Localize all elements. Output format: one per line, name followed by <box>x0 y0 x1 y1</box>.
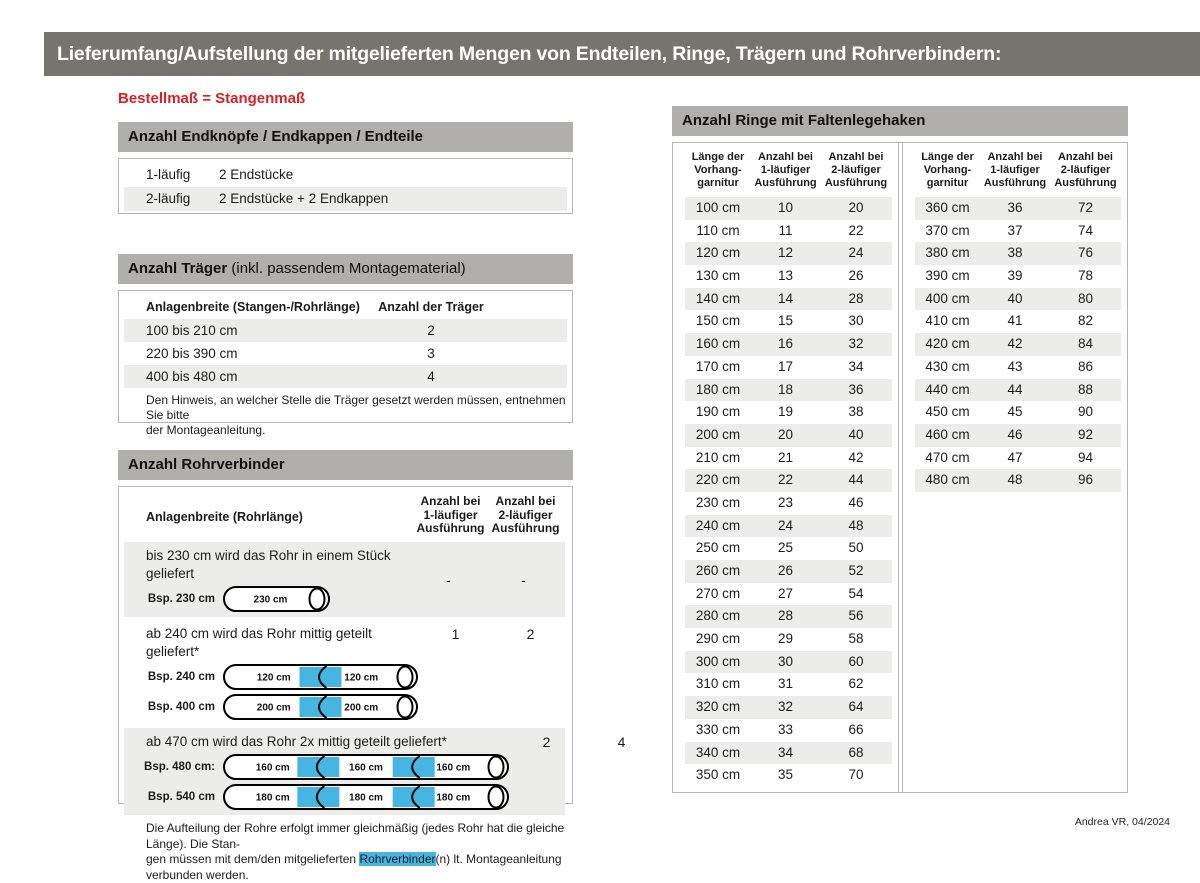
ring-table-cell: 120 cm <box>695 245 741 261</box>
ring-table-cell: 35 <box>777 767 794 783</box>
rod-example-label: Bsp. 240 cm <box>147 671 215 683</box>
table-cell: 2 Endstücke <box>219 167 294 182</box>
ring-table-cell: 100 cm <box>695 200 741 215</box>
ring-table-cell: 34 <box>848 358 864 374</box>
ring-table-row <box>685 560 892 583</box>
column-header: Anzahl der Träger <box>378 300 484 314</box>
highlighted-term: Rohrverbinder <box>359 852 436 866</box>
section-header-ringe-label: Anzahl Ringe mit Faltenlegehaken <box>682 112 926 129</box>
rod-diagram <box>223 585 330 613</box>
ring-table-cell: 360 cm <box>925 200 970 215</box>
ring-table-row <box>915 379 1122 402</box>
rohrverbinder-group <box>124 542 565 617</box>
rod-example-label: Bsp. 540 cm <box>147 791 215 803</box>
group-count-value: - <box>521 572 526 588</box>
ring-table-row <box>685 628 892 651</box>
ring-table-row <box>685 288 892 311</box>
tube-end-cap <box>489 787 504 808</box>
ring-table-cell: 280 cm <box>695 608 741 624</box>
ring-column-header: Anzahl bei 1-läufiger Ausführung <box>754 151 817 189</box>
ring-table-cell: 68 <box>848 744 864 760</box>
ring-table-row <box>685 492 892 515</box>
ring-table-cell: 11 <box>778 222 793 238</box>
ring-table-cell: 350 cm <box>695 767 741 783</box>
rohrverbinder-connector <box>393 757 435 777</box>
section-header-endteile <box>118 122 573 152</box>
column-header: Anlagenbreite (Stangen-/Rohrlänge) <box>146 300 360 314</box>
ring-table-cell: 12 <box>777 245 794 261</box>
ring-table-row <box>685 356 892 379</box>
ring-table-cell: 240 cm <box>695 517 741 533</box>
ring-table-cell: 47 <box>1007 449 1023 465</box>
ring-table-cell: 40 <box>1007 290 1023 306</box>
rod-diagram <box>223 783 509 811</box>
ring-table-cell: 14 <box>777 290 794 306</box>
rohrverbinder-connector <box>393 787 435 807</box>
ring-table-cell: 440 cm <box>925 381 970 397</box>
ring-table-cell: 80 <box>1077 290 1094 306</box>
ring-table-cell: 94 <box>1077 449 1094 465</box>
ring-table-cell: 26 <box>777 563 794 578</box>
segment-length-label: 160 cm <box>349 762 383 774</box>
rod-row <box>119 693 418 721</box>
ring-table-cell: 290 cm <box>695 631 741 647</box>
ring-table-cell: 40 <box>848 426 864 442</box>
ring-table-row <box>915 356 1122 379</box>
ring-table-body <box>673 197 898 787</box>
ring-table-cell: 66 <box>848 721 864 737</box>
ring-table-body <box>903 197 1128 492</box>
ring-table-row <box>685 719 892 742</box>
ring-table-cell: 36 <box>848 381 864 397</box>
ring-table-cell: 86 <box>1077 358 1094 374</box>
ring-table-row <box>685 537 892 560</box>
ring-table-cell: 480 cm <box>925 472 970 488</box>
tube-end-cap <box>398 667 413 688</box>
ring-table-row <box>915 288 1122 311</box>
ring-table-cell: 96 <box>1077 472 1094 488</box>
ring-table-cell: 26 <box>848 268 864 284</box>
ring-table-cell: 430 cm <box>925 358 970 374</box>
segment-length-label: 180 cm <box>255 792 290 804</box>
ring-table-cell: 220 cm <box>695 472 741 488</box>
table-row <box>124 163 567 187</box>
segment-length-label: 200 cm <box>256 702 291 714</box>
ring-table-cell: 390 cm <box>925 268 970 284</box>
ring-column-header: Anzahl bei 1-läufiger Ausführung <box>983 151 1047 189</box>
rohrverbinder-group <box>119 620 572 725</box>
group-count-value: 2 <box>526 626 535 642</box>
segment-length-label: 180 cm <box>349 792 383 804</box>
traeger-note <box>119 393 572 438</box>
ring-table-cell: 42 <box>848 449 864 465</box>
section-header-endteile-label: Anzahl Endknöpfe / Endkappen / Endteile <box>128 128 424 145</box>
ring-table-row <box>685 401 892 424</box>
segment-length-label: 230 cm <box>253 594 288 606</box>
table-cell: 220 bis 390 cm <box>146 346 238 361</box>
ring-table-cell: 13 <box>777 268 794 284</box>
ring-table-cell: 42 <box>1007 336 1023 352</box>
column-header <box>413 495 488 539</box>
ring-table-row <box>915 265 1122 288</box>
rod-example-label: Bsp. 480 cm: <box>144 761 215 773</box>
ring-column-header: Länge der Vorhang- garnitur <box>921 151 974 189</box>
rod-row <box>124 783 509 811</box>
ring-table-cell: 340 cm <box>695 744 741 760</box>
ring-column-header: Anzahl bei 2-läufiger Ausführung <box>1054 151 1117 189</box>
rod-row <box>124 585 411 613</box>
ring-table-row <box>915 333 1122 356</box>
left-column <box>118 90 626 882</box>
ring-table-row <box>685 447 892 470</box>
ring-table-cell: 260 cm <box>695 563 741 578</box>
rod-example-label: Bsp. 230 cm <box>147 593 215 605</box>
ring-table-row <box>685 696 892 719</box>
ring-table-cell: 70 <box>848 767 864 783</box>
ring-table-cell: 16 <box>777 336 794 352</box>
note-line: gen müssen mit dem/den mitgelieferten <box>146 852 360 866</box>
ring-table-cell: 400 cm <box>925 290 970 306</box>
ring-table-cell: 90 <box>1077 404 1094 420</box>
ring-table-cell: 470 cm <box>925 449 970 465</box>
ring-table-cell: 38 <box>848 404 864 420</box>
ring-table-row <box>915 242 1122 265</box>
group-count-value: - <box>446 572 451 588</box>
rohrverbinder-group <box>124 728 626 815</box>
table-cell: 2 <box>427 323 435 338</box>
ringe-table <box>672 142 1128 793</box>
ring-table-cell: 330 cm <box>695 721 741 737</box>
rod-diagram <box>223 753 509 781</box>
group-description: ab 470 cm wird das Rohr 2x mittig geteilt geliefert* <box>146 734 447 749</box>
ring-table-row <box>685 651 892 674</box>
ring-table-cell: 150 cm <box>695 313 741 329</box>
group-main <box>119 625 418 721</box>
ring-table-row <box>915 401 1122 424</box>
segment-length-label: 120 cm <box>344 672 379 684</box>
ring-table-cell: 52 <box>848 563 864 578</box>
ring-table-cell: 48 <box>1007 472 1023 488</box>
note-line: Die Aufteilung der Rohre erfolgt immer gleichmäßig (jedes Rohr hat die gleiche Länge). Die Stan- <box>146 821 565 851</box>
table-cell: 3 <box>427 346 435 361</box>
ring-table-cell: 21 <box>777 449 794 465</box>
ring-table-row <box>685 220 892 243</box>
ring-table-cell: 460 cm <box>925 426 970 442</box>
subtitle-bestellmass: Bestellmaß = Stangenmaß <box>118 90 306 107</box>
ring-table-cell: 160 cm <box>695 336 741 352</box>
ring-table-cell: 45 <box>1007 404 1023 420</box>
table-cell: 2 Endstücke + 2 Endkappen <box>219 191 389 206</box>
ring-table-cell: 76 <box>1077 245 1094 261</box>
ring-table-cell: 60 <box>848 653 864 669</box>
ring-table-cell: 230 cm <box>695 494 741 510</box>
table-row <box>124 187 567 211</box>
rohrverbinder-groups <box>119 542 626 815</box>
page-title-banner <box>44 32 1200 76</box>
ring-table-cell: 34 <box>777 744 794 760</box>
section-header-traeger-sublabel: (inkl. passendem Montagematerial) <box>227 260 466 277</box>
note-line: (n) lt. Montageanleitung verbunden werden. <box>146 852 562 882</box>
document-credit: Andrea VR, 04/2024 <box>1074 816 1170 828</box>
ring-table-cell: 20 <box>848 200 864 215</box>
ring-table-row <box>685 515 892 538</box>
ring-table-cell: 30 <box>777 653 794 669</box>
ring-table-cell: 300 cm <box>695 653 741 669</box>
ring-table-cell: 74 <box>1077 222 1094 238</box>
ring-table-row <box>685 310 892 333</box>
section-header-ringe <box>672 106 1128 136</box>
rohrverbinder-connector <box>297 757 339 777</box>
ringe-table-left-half <box>673 143 898 792</box>
ring-table-row <box>685 469 892 492</box>
ring-table-cell: 320 cm <box>695 699 741 715</box>
ring-table-row <box>915 469 1122 492</box>
ring-table-row <box>685 673 892 696</box>
ring-table-cell: 180 cm <box>695 381 741 397</box>
ring-table-cell: 210 cm <box>695 449 741 465</box>
ring-table-cell: 44 <box>1007 381 1023 397</box>
ring-table-header-row <box>915 143 1122 197</box>
ring-table-cell: 72 <box>1077 200 1094 215</box>
ring-table-cell: 270 cm <box>695 585 741 601</box>
ring-table-cell: 54 <box>848 585 864 601</box>
table-cell: 2-läufig <box>146 191 191 206</box>
ring-table-cell: 410 cm <box>925 313 970 329</box>
rod-diagram <box>223 663 418 691</box>
rohrverbinder-table <box>118 486 626 882</box>
group-count-value: 1 <box>451 626 460 642</box>
ring-table-cell: 24 <box>777 517 794 533</box>
ring-table-cell: 22 <box>848 222 864 238</box>
ring-table-cell: 88 <box>1077 381 1094 397</box>
ring-table-cell: 39 <box>1007 268 1023 284</box>
ring-table-row <box>915 447 1122 470</box>
ring-table-cell: 450 cm <box>925 404 970 420</box>
table-row <box>124 319 567 342</box>
ring-table-cell: 41 <box>1007 313 1023 329</box>
segment-length-label: 160 cm <box>255 762 290 774</box>
ring-table-row <box>915 197 1122 220</box>
section-header-traeger-label: Anzahl Träger <box>128 260 228 277</box>
table-cell: 4 <box>427 369 435 384</box>
ring-table-cell: 48 <box>848 517 864 533</box>
ring-column-header: Anzahl bei 2-läufiger Ausführung <box>824 151 888 189</box>
ring-table-cell: 56 <box>848 608 864 624</box>
ring-table-cell: 24 <box>848 245 864 261</box>
ring-table-row <box>915 310 1122 333</box>
ring-table-row <box>685 605 892 628</box>
ring-table-row <box>685 197 892 220</box>
table-header-row <box>119 487 572 539</box>
header-line: 2-läufiger <box>498 507 553 522</box>
ring-table-cell: 37 <box>1007 222 1023 238</box>
ring-table-cell: 110 cm <box>696 222 740 238</box>
ring-table-cell: 33 <box>777 721 794 737</box>
table-row <box>124 342 567 365</box>
ring-table-cell: 420 cm <box>925 336 970 352</box>
ring-table-cell: 64 <box>848 699 864 715</box>
table-header-row <box>124 299 567 319</box>
ring-table-cell: 170 cm <box>695 358 741 374</box>
ring-table-cell: 32 <box>848 336 864 352</box>
rohrverbinder-connector <box>300 667 342 687</box>
ring-table-row <box>685 379 892 402</box>
ring-table-cell: 31 <box>777 676 794 692</box>
note-line: Den Hinweis, an welcher Stelle die Träger gesetzt werden müssen, entnehmen Sie bitte <box>146 393 566 422</box>
ring-table-row <box>685 242 892 265</box>
header-line: Anzahl bei <box>420 494 481 508</box>
segment-length-label: 200 cm <box>344 702 379 714</box>
ring-table-row <box>685 265 892 288</box>
ring-table-row <box>685 742 892 765</box>
ring-table-cell: 38 <box>1007 245 1023 261</box>
endteile-table <box>118 158 573 214</box>
ring-table-cell: 140 cm <box>695 290 741 306</box>
rohrverbinder-connector <box>300 697 342 717</box>
section-header-traeger <box>118 254 573 284</box>
ring-table-cell: 10 <box>777 200 794 215</box>
section-header-rohrverbinder-label: Anzahl Rohrverbinder <box>128 456 285 473</box>
rohrverbinder-connector <box>297 787 339 807</box>
header-line: Ausführung <box>491 521 560 535</box>
ring-table-cell: 46 <box>848 494 864 510</box>
ring-table-cell: 46 <box>1007 426 1023 442</box>
ring-table-cell: 28 <box>848 290 864 306</box>
ring-table-row <box>915 220 1122 243</box>
ring-table-cell: 62 <box>848 676 864 692</box>
segment-length-label: 120 cm <box>256 672 291 684</box>
ring-column-header: Länge der Vorhang- garnitur <box>691 151 745 189</box>
ring-table-cell: 50 <box>848 540 864 556</box>
group-count-value: 2 <box>542 734 551 750</box>
ring-table-cell: 22 <box>777 472 794 488</box>
page-title: Lieferumfang/Aufstellung der mitgelieferten Mengen von Endteilen, Ringe, Trägern und Rohrverbindern: <box>57 43 1002 65</box>
ring-table-cell: 27 <box>777 585 794 601</box>
ring-table-header-row <box>685 143 892 197</box>
tube-end-cap <box>310 589 325 610</box>
ring-table-cell: 43 <box>1007 358 1023 374</box>
ring-table-cell: 44 <box>848 472 864 488</box>
ring-table-cell: 18 <box>777 381 794 397</box>
note-line: der Montageanleitung. <box>146 423 266 437</box>
rod-row <box>124 753 509 781</box>
ring-table-cell: 58 <box>848 631 864 647</box>
header-line: Anzahl bei <box>495 494 556 508</box>
table-cell: 100 bis 210 cm <box>146 323 238 338</box>
ringe-table-right-half <box>903 143 1128 792</box>
group-count-value: 4 <box>617 734 626 750</box>
ring-table-cell: 17 <box>777 358 794 374</box>
right-column <box>672 106 1128 793</box>
ring-table-cell: 32 <box>777 699 794 715</box>
ring-table-cell: 15 <box>777 313 794 329</box>
ring-table-cell: 29 <box>777 631 794 647</box>
ring-table-row <box>915 424 1122 447</box>
tube-end-cap <box>398 697 413 718</box>
rod-example-label: Bsp. 400 cm <box>147 701 215 713</box>
section-header-rohrverbinder <box>118 450 573 480</box>
table-row <box>124 365 567 388</box>
ring-table-cell: 130 cm <box>695 268 741 284</box>
group-main <box>124 547 411 613</box>
ring-table-cell: 84 <box>1077 336 1094 352</box>
rohrverbinder-note <box>119 821 572 883</box>
ring-table-cell: 250 cm <box>695 540 741 556</box>
ring-table-cell: 30 <box>848 313 864 329</box>
ring-table-cell: 82 <box>1077 313 1094 329</box>
group-description: bis 230 cm wird das Rohr in einem Stück geliefert <box>146 548 391 581</box>
ring-table-cell: 20 <box>777 426 794 442</box>
group-main <box>124 733 509 811</box>
ring-table-cell: 25 <box>777 540 794 556</box>
ring-table-cell: 310 cm <box>695 676 741 692</box>
ring-table-cell: 380 cm <box>925 245 970 261</box>
ring-table-cell: 78 <box>1077 268 1094 284</box>
ring-table-cell: 23 <box>777 494 794 510</box>
segment-length-label: 160 cm <box>436 762 471 774</box>
ring-table-cell: 28 <box>777 608 794 624</box>
ring-table-cell: 190 cm <box>695 404 741 420</box>
column-header: Anlagenbreite (Rohrlänge) <box>146 510 303 524</box>
header-line: Ausführung <box>416 521 485 535</box>
tube-end-cap <box>489 757 504 778</box>
ring-table-cell: 92 <box>1077 426 1094 442</box>
segment-length-label: 180 cm <box>436 792 471 804</box>
traeger-table <box>118 290 573 437</box>
ring-table-row <box>685 583 892 606</box>
ring-table-cell: 370 cm <box>925 222 970 238</box>
table-cell: 400 bis 480 cm <box>146 369 238 384</box>
ring-table-row <box>685 333 892 356</box>
ring-table-row <box>685 424 892 447</box>
ring-table-cell: 200 cm <box>695 426 741 442</box>
rod-diagram <box>223 693 418 721</box>
header-line: 1-läufiger <box>423 507 478 522</box>
rod-row <box>119 663 418 691</box>
column-header <box>488 495 563 539</box>
ring-table-row <box>685 764 892 787</box>
group-description: ab 240 cm wird das Rohr mittig geteilt geliefert* <box>146 626 372 659</box>
ring-table-cell: 19 <box>777 404 794 420</box>
ring-table-cell: 36 <box>1007 200 1023 215</box>
table-cell: 1-läufig <box>146 167 191 182</box>
